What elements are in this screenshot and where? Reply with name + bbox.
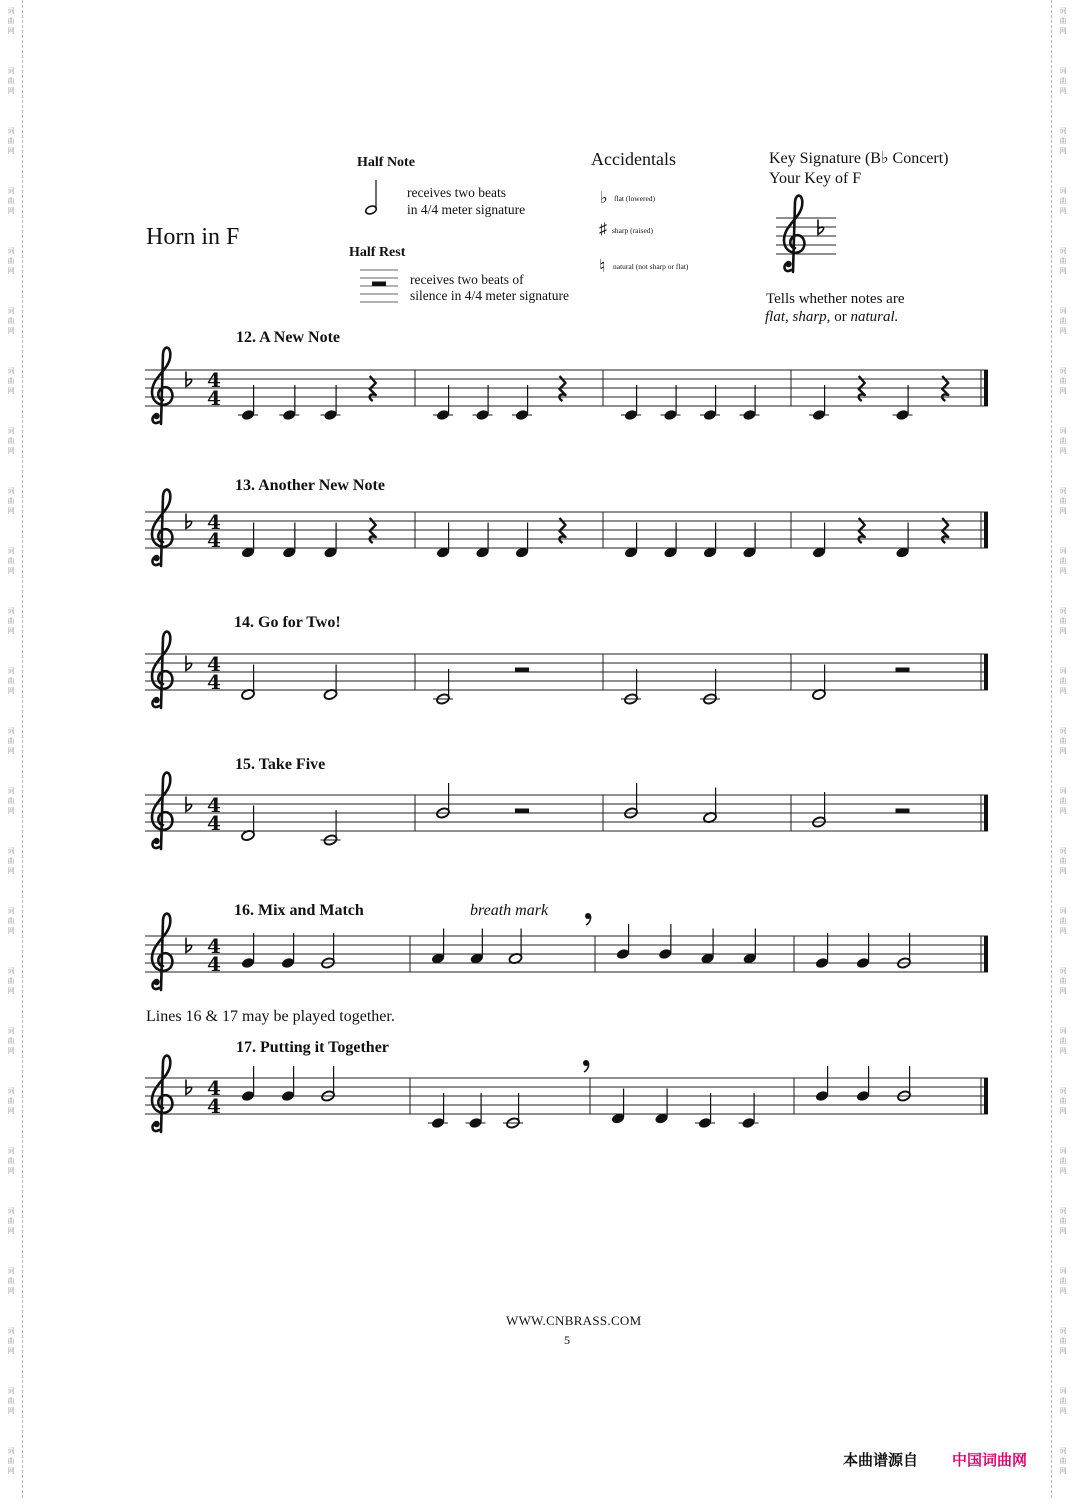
quarter-note <box>658 924 673 960</box>
half-note <box>897 933 912 969</box>
quarter-note <box>466 1093 486 1129</box>
quarter-note <box>893 385 913 421</box>
quarter-note <box>700 929 715 965</box>
time-signature-digit: 4 <box>207 670 221 694</box>
site-name: 中国词曲网 <box>952 1451 1028 1469</box>
sharp-icon: ♯ <box>599 221 607 238</box>
clef-stroke <box>152 914 172 990</box>
quarter-note <box>436 523 451 559</box>
time-signature-digit: 4 <box>207 528 221 552</box>
half-rest-icon <box>896 668 910 673</box>
quarter-note <box>241 1066 256 1102</box>
half-rest-icon <box>515 809 529 814</box>
key-signature-desc1: Tells whether notes are <box>766 291 905 307</box>
quarter-note <box>282 523 297 559</box>
half-note-desc-1: receives two beats <box>407 185 506 200</box>
quarter-note <box>895 523 910 559</box>
half-note <box>321 933 336 969</box>
treble-clef-icon <box>152 348 172 424</box>
staff-exercise-15 <box>145 773 988 849</box>
accidentals-heading: Accidentals <box>591 149 676 169</box>
half-note <box>703 788 718 824</box>
half-note <box>503 1093 523 1129</box>
exercise-name: Take Five <box>258 756 326 773</box>
natural-icon: ♮ <box>599 256 606 276</box>
key-signature-line1: Key Signature (B♭ Concert) <box>769 150 949 167</box>
exercise-number: 13. <box>235 477 255 494</box>
quarter-note <box>431 929 446 965</box>
final-barline-thick <box>984 936 988 972</box>
quarter-note <box>515 523 530 559</box>
quarter-note <box>279 385 299 421</box>
page-number: 5 <box>564 1333 570 1347</box>
half-note <box>321 810 341 846</box>
clef-tail-dot <box>153 413 159 419</box>
quarter-note <box>812 523 827 559</box>
half-note <box>897 1066 912 1102</box>
staff-exercise-14 <box>145 632 988 708</box>
right-margin-watermark: 词 曲 网 词 曲 网 词 曲 网 词 曲 网 词 曲 网 词 曲 网 词 曲 网 词 曲 网 词 曲 网 词 曲 网 词 曲 网 词 曲 网 词 曲 网 词 曲 网 词 曲 网 词 曲 网 词 曲 网 词 曲 网 词 曲 网 词 曲 网 词 曲 网 词 曲 网 词 曲 网 词 曲 网 词 曲 网 <box>1059 7 1067 1475</box>
quarter-note <box>433 385 453 421</box>
natural-label: natural (not sharp or flat) <box>613 262 689 271</box>
half-note <box>436 783 451 819</box>
quarter-note <box>621 385 641 421</box>
quarter-note <box>321 385 341 421</box>
time-signature-digit: 4 <box>207 952 221 976</box>
time-signature-digit: 4 <box>207 934 221 958</box>
treble-clef-icon <box>152 773 172 849</box>
left-margin-watermark: 词 曲 网 词 曲 网 词 曲 网 词 曲 网 词 曲 网 词 曲 网 词 曲 网 词 曲 网 词 曲 网 词 曲 网 词 曲 网 词 曲 网 词 曲 网 词 曲 网 词 曲 网 词 曲 网 词 曲 网 词 曲 网 词 曲 网 词 曲 网 词 曲 网 词 曲 网 词 曲 网 词 曲 网 词 曲 网 <box>7 7 15 1475</box>
time-signature-digit: 4 <box>207 510 221 534</box>
sharp-label: sharp (raised) <box>612 226 654 235</box>
clef-tail-dot <box>153 1121 159 1127</box>
clef-tail-dot <box>153 979 159 985</box>
exercise-name: Go for Two! <box>258 614 341 631</box>
key-signature-desc2-italic-a: flat, sharp, <box>765 309 831 325</box>
clef-tail-dot <box>153 697 159 703</box>
quarter-note <box>475 523 490 559</box>
staff-exercise-12 <box>145 348 988 424</box>
exercise-name: Another New Note <box>258 477 385 494</box>
half-note <box>812 792 827 828</box>
final-barline-thick <box>984 795 988 831</box>
quarter-note <box>616 924 631 960</box>
exercise-number: 17. <box>236 1039 256 1056</box>
quarter-note <box>624 523 639 559</box>
quarter-note <box>323 523 338 559</box>
treble-clef-icon <box>152 632 172 708</box>
treble-clef-icon <box>152 490 172 566</box>
quarter-note <box>241 523 256 559</box>
clef-stroke <box>152 632 172 708</box>
half-rest-icon <box>515 668 529 673</box>
quarter-note <box>473 385 493 421</box>
half-note <box>624 783 639 819</box>
half-note <box>323 665 338 701</box>
half-note <box>700 669 720 705</box>
quarter-note <box>815 1066 830 1102</box>
half-note <box>241 806 256 842</box>
half-rest-desc-1: receives two beats of <box>410 272 524 287</box>
half-note <box>321 1066 336 1102</box>
quarter-note <box>281 1066 296 1102</box>
exercise-number: 16. <box>234 902 254 919</box>
half-rest-heading: Half Rest <box>349 245 406 260</box>
flat-label: flat (lowered) <box>614 194 656 203</box>
flat-icon: ♭ <box>600 190 608 207</box>
quarter-note <box>856 1066 871 1102</box>
exercise-name: Putting it Together <box>260 1039 389 1056</box>
exercise-number: 15. <box>235 756 255 773</box>
exercise-number: 12. <box>236 329 256 346</box>
half-note-heading: Half Note <box>357 155 415 170</box>
key-signature-line2: Your Key of F <box>769 170 862 187</box>
instrument-title: Horn in F <box>146 224 240 250</box>
half-note <box>241 665 256 701</box>
quarter-note <box>281 933 296 969</box>
staff-exercise-16 <box>145 913 988 990</box>
quarter-note <box>238 385 258 421</box>
final-barline-thick <box>984 370 988 406</box>
staff-exercise-13 <box>145 490 988 566</box>
quarter-note <box>742 523 757 559</box>
final-barline-thick <box>984 512 988 548</box>
final-barline-thick <box>984 1078 988 1114</box>
quarter-note <box>700 385 720 421</box>
time-signature-digit: 4 <box>207 652 221 676</box>
key-signature-desc2-or: or <box>830 309 851 325</box>
clef-stroke <box>152 773 172 849</box>
exercise-name: A New Note <box>259 329 340 346</box>
quarter-note <box>740 385 760 421</box>
quarter-note <box>512 385 532 421</box>
clef-tail-dot <box>153 555 159 561</box>
time-signature-digit: 4 <box>207 368 221 392</box>
time-signature-digit: 4 <box>207 793 221 817</box>
breath-mark-icon <box>585 913 591 925</box>
time-signature-digit: 4 <box>207 811 221 835</box>
time-signature-digit: 4 <box>207 386 221 410</box>
clef-stroke <box>152 348 172 424</box>
source-label: 本曲谱源自 <box>843 1451 919 1469</box>
staff-exercise-17 <box>145 1056 988 1132</box>
quarter-note <box>428 1093 448 1129</box>
half-note-desc-2: in 4/4 meter signature <box>407 202 526 217</box>
half-rest-desc-2: silence in 4/4 meter signature <box>410 288 569 303</box>
half-note <box>433 669 453 705</box>
play-together-note: Lines 16 & 17 may be played together. <box>146 1008 395 1025</box>
quarter-note <box>739 1093 759 1129</box>
quarter-note <box>809 385 829 421</box>
final-barline-thick <box>984 654 988 690</box>
half-note <box>508 929 523 965</box>
breath-mark-icon <box>583 1060 589 1072</box>
quarter-note <box>611 1089 626 1125</box>
treble-clef-icon <box>152 914 172 990</box>
quarter-note <box>469 929 484 965</box>
quarter-note <box>703 523 718 559</box>
quarter-note <box>654 1089 669 1125</box>
quarter-note <box>742 929 757 965</box>
quarter-note <box>856 933 871 969</box>
clef-stroke <box>152 1056 172 1132</box>
exercise-number: 14. <box>234 614 254 631</box>
treble-clef-icon <box>152 1056 172 1132</box>
half-rest-icon <box>896 809 910 814</box>
clef-stroke <box>152 490 172 566</box>
footer-url: WWW.CNBRASS.COM <box>506 1313 642 1328</box>
breath-mark-annotation: breath mark <box>470 902 549 919</box>
quarter-note <box>241 933 256 969</box>
quarter-note <box>815 933 830 969</box>
key-signature-desc2-italic-c: natural. <box>850 309 899 325</box>
quarter-note <box>661 385 681 421</box>
clef-tail-dot <box>153 838 159 844</box>
quarter-note <box>695 1093 715 1129</box>
half-note <box>621 669 641 705</box>
half-note <box>812 665 827 701</box>
time-signature-digit: 4 <box>207 1076 221 1100</box>
exercise-name: Mix and Match <box>258 902 364 919</box>
quarter-note <box>663 523 678 559</box>
time-signature-digit: 4 <box>207 1094 221 1118</box>
